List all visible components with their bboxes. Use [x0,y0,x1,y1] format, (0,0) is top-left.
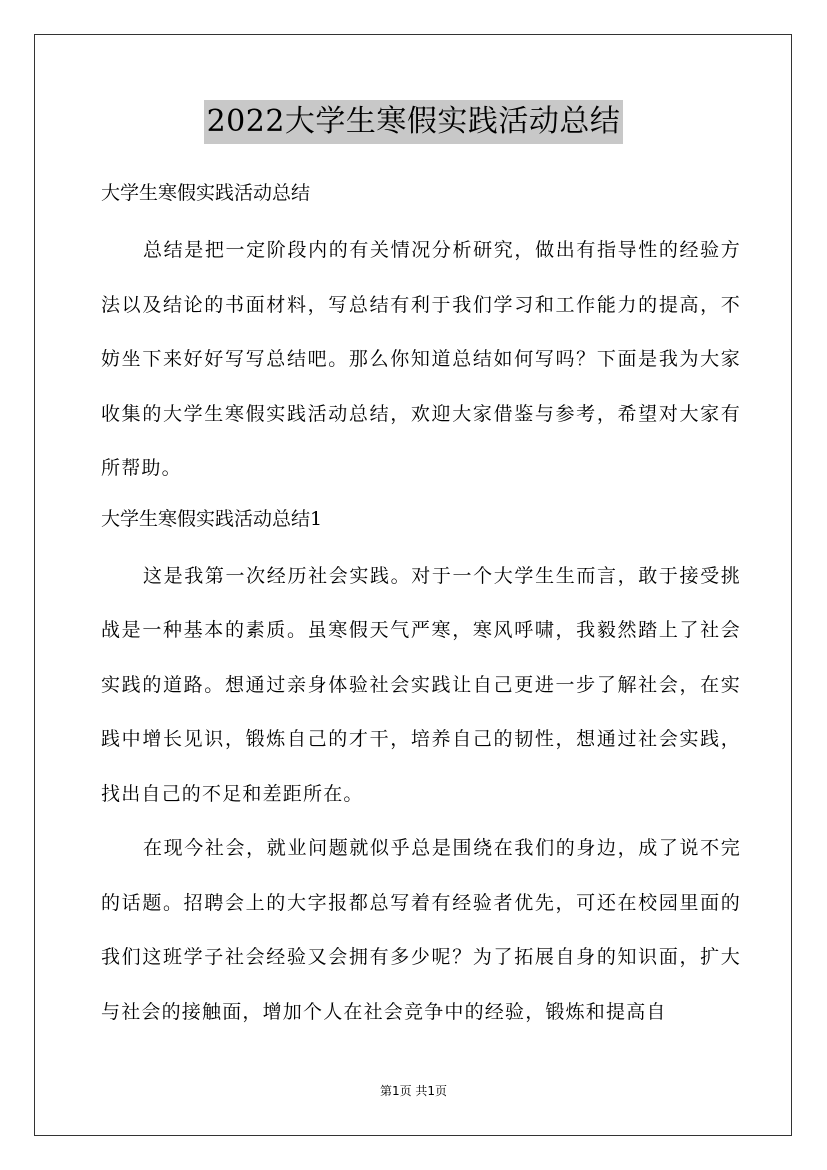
body-paragraph: 这是我第一次经历社会实践。对于一个大学生生而言，敢于接受挑战是一种基本的素质。虽寒假天气严寒，寒风呼啸，我毅然踏上了社会实践的道路。想通过亲身体验社会实践让自己更进一步了解社会，在实践中增长见识，锻炼自己的才干，培养自己的韧性，想通过社会实践，找出自己的不足和差距所在。 [101,564,741,805]
section-heading: 大学生寒假实践活动总结1 [101,507,323,530]
document-subtitle: 大学生寒假实践活动总结 [101,182,311,204]
document-title: 2022大学生寒假实践活动总结 [204,100,624,144]
document-body [101,170,741,1039]
title-container [0,100,827,144]
intro-paragraph: 总结是把一定阶段内的有关情况分析研究，做出有指导性的经验方法以及结论的书面材料，写总结有利于我们学习和工作能力的提高，不妨坐下来好好写写总结吧。那么你知道总结如何写吗？下面是我为大家收集的大学生寒假实践活动总结，欢迎大家借鉴与参考，希望对大家有所帮助。 [101,239,741,479]
page-footer: 第1页 共1页 [379,1084,448,1098]
body-paragraph: 在现今社会，就业问题就似乎总是围绕在我们的身边，成了说不完的话题。招聘会上的大字报都总写着有经验者优先，可还在校园里面的我们这班学子社会经验又会拥有多少呢？为了拓展自身的知识面，扩大与社会的接触面，增加个人在社会竞争中的经验，锻炼和提高自 [101,837,741,1023]
